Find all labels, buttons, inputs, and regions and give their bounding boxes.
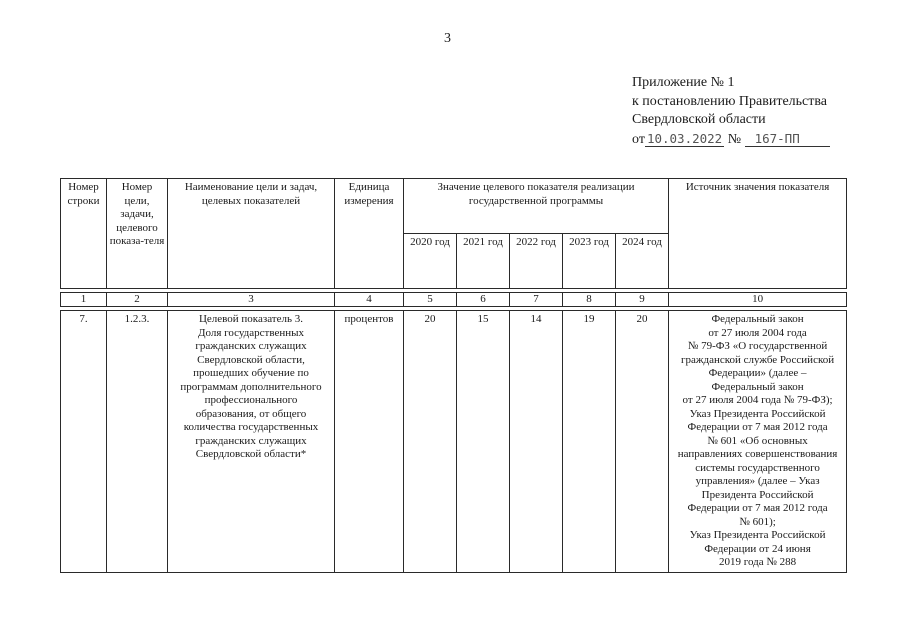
row-number-cell: 7. [61,311,107,573]
indicator-name-cell [168,311,335,573]
source-line: № 601); [739,515,776,528]
source-line: Федерации» (далее – [708,367,807,379]
table-row [61,311,847,573]
number-prefix: № [727,131,742,147]
source-line: от 27 июля 2004 года [708,326,807,339]
source-line: Федерации от 24 июня [704,542,811,555]
goal-number-cell: 1.2.3. [107,311,168,573]
header-name: Наименование цели и задач, целевых показателей [168,179,335,289]
source-line: направлениях совершенствования [677,448,838,460]
header-year-2022: 2022 год [510,234,563,289]
header-row-number: Номер строки [61,179,107,289]
value-2021-cell: 15 [457,311,510,573]
column-number: 5 [404,293,457,307]
appendix-resolution: к постановлению Правительства [632,93,828,109]
indicator-name-line: прошедших обучение по [193,367,309,379]
indicator-name-line: гражданских служащих [195,340,307,352]
indicator-name-line: Доля государственных [197,326,305,339]
date-prefix: от [632,131,645,147]
column-number: 2 [107,293,168,307]
header-goal-number: Номер цели, задачи, целевого показа-теля [107,179,168,289]
indicator-name-line: программам дополнительного [180,380,322,393]
indicator-name-line: образования, от общего [195,407,307,420]
source-line: 2019 года № 288 [718,556,797,568]
indicator-name-line: Свердловской области, [197,353,305,366]
header-year-2023: 2023 год [563,234,616,289]
value-2022-cell: 14 [510,311,563,573]
indicator-name-line: количества государственных [183,421,319,433]
column-number: 1 [61,293,107,307]
indicator-name-line: профессионального [204,394,298,406]
appendix-region: Свердловской области [632,112,766,127]
column-numbers-row [61,293,847,307]
value-2020-cell: 20 [404,311,457,573]
source-line: системы государственного [695,461,820,474]
column-number: 9 [616,293,669,307]
column-number: 3 [168,293,335,307]
source-line: Федеральный закон [711,380,804,393]
source-cell [669,311,847,573]
document-number: 167-ПП [745,131,830,147]
appendix-heading [632,74,830,149]
header-year-2021: 2021 год [457,234,510,289]
source-line: Президента Российской [701,488,814,501]
source-line: гражданской службе Российской [680,353,835,366]
header-unit: Единица измерения [335,179,404,289]
source-line: от 27 июля 2004 года № 79-ФЗ); [682,394,833,406]
column-number: 10 [669,293,847,307]
source-line: Федерации от 7 мая 2012 года [687,421,828,433]
header-value-group: Значение целевого показателя реализации государственной программы [404,179,669,234]
column-number: 4 [335,293,404,307]
appendix-title: Приложение № 1 [632,75,735,90]
source-line: Указ Президента Российской [689,529,826,541]
header-source: Источник значения показателя [669,179,847,289]
indicator-name-line: Целевой показатель 3. [198,313,304,325]
header-year-2020: 2020 год [404,234,457,289]
value-2023-cell: 19 [563,311,616,573]
source-line: № 601 «Об основных [707,434,808,447]
header-year-2024: 2024 год [616,234,669,289]
column-number: 7 [510,293,563,307]
unit-cell: процентов [335,311,404,573]
indicator-name-line: Свердловской области* [195,448,307,460]
value-2024-cell: 20 [616,311,669,573]
indicator-name-line: гражданских служащих [195,434,307,447]
indicators-table [60,178,847,573]
source-line: Федерации от 7 мая 2012 года [687,502,828,514]
source-line: Указ Президента Российской [689,407,826,420]
document-date: 10.03.2022 [646,130,723,146]
page-number: 3 [444,31,451,46]
appendix-date-line [632,130,830,150]
source-line: управления» (далее – Указ [695,475,820,487]
column-number: 6 [457,293,510,307]
source-line: № 79-ФЗ «О государственной [687,340,828,352]
column-number: 8 [563,293,616,307]
source-line: Федеральный закон [711,313,804,325]
